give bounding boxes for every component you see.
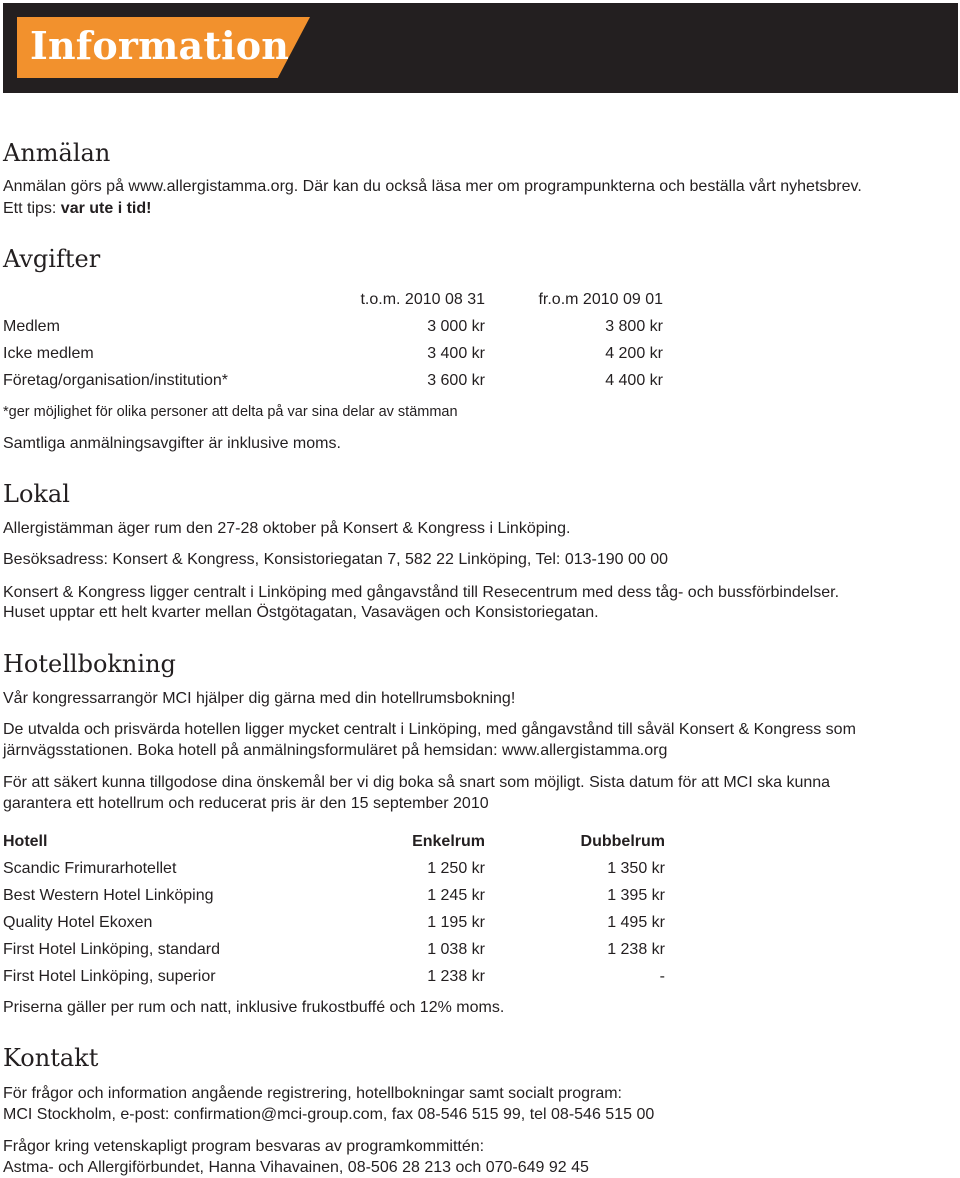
lokal-dates: Allergistämman äger rum den 27-28 oktober på Konsert & Kongress i Linköping. [3, 520, 571, 537]
hotel-header-name: Hotell [3, 833, 48, 850]
lokal-directions: Konsert & Kongress ligger centralt i Linköping med gångavstånd till Resecentrum med dess tåg- och bussförbindelser. [3, 584, 840, 601]
fee-label: Företag/organisation/institution* [3, 372, 229, 389]
hotel-double-price: 1 238 kr [607, 941, 665, 958]
hotel-name: First Hotel Linköping, superior [3, 968, 216, 985]
hotellbokning-heading: Hotellbokning [3, 650, 176, 678]
hotel-header-double: Dubbelrum [580, 833, 665, 850]
hotel-name: Quality Hotel Ekoxen [3, 914, 153, 931]
lokal-heading: Lokal [3, 480, 70, 508]
hotel-intro: Vår kongressarrangör MCI hjälper dig gärna med din hotellrumsbokning! [3, 690, 516, 707]
hotel-double-price: 1 395 kr [607, 887, 665, 904]
anmalan-heading: Anmälan [3, 139, 111, 167]
hotel-single-price: 1 245 kr [427, 887, 485, 904]
hotel-double-price: 1 350 kr [607, 860, 665, 877]
fee-header-early: t.o.m. 2010 08 31 [360, 291, 485, 308]
fee-footnote: *ger möjlighet för olika personer att delta på var sina delar av stämman [3, 404, 458, 420]
hotel-single-price: 1 238 kr [427, 968, 485, 985]
fee-late: 3 800 kr [605, 318, 663, 335]
hotel-name: Scandic Frimurarhotellet [3, 860, 177, 877]
fee-early: 3 400 kr [427, 345, 485, 362]
avgifter-heading: Avgifter [3, 245, 101, 273]
fee-late: 4 400 kr [605, 372, 663, 389]
hotel-double-price: - [659, 968, 665, 985]
lokal-address: Besöksadress: Konsert & Kongress, Konsistoriegatan 7, 582 22 Linköping, Tel: 013-190 00 00 [3, 551, 669, 568]
price-note: Priserna gäller per rum och natt, inklusive frukostbuffé och 12% moms. [3, 999, 505, 1016]
fee-early: 3 600 kr [427, 372, 485, 389]
tip-prefix: Ett tips: [3, 200, 61, 217]
tip-emphasis: var ute i tid! [60, 200, 152, 217]
moms-note: Samtliga anmälningsavgifter är inklusive moms. [3, 435, 341, 452]
kontakt-heading: Kontakt [3, 1044, 99, 1072]
hotel-single-price: 1 250 kr [427, 860, 485, 877]
hotel-single-price: 1 038 kr [427, 941, 485, 958]
hotel-info-2: järnvägsstationen. Boka hotell på anmälningsformuläret på hemsidan: www.allergistamma.org [3, 742, 668, 759]
hotel-name: First Hotel Linköping, standard [3, 941, 220, 958]
hotel-name: Best Western Hotel Linköping [3, 887, 214, 904]
kontakt-registration: För frågor och information angående registrering, hotellbokningar samt socialt program: [3, 1085, 622, 1102]
hotel-double-price: 1 495 kr [607, 914, 665, 931]
hotel-deadline: För att säkert kunna tillgodose dina önskemål ber vi dig boka så snart som möjligt. Sista datum för att MCI ska kunna [3, 774, 831, 791]
hotel-header-single: Enkelrum [412, 833, 485, 850]
hotel-single-price: 1 195 kr [427, 914, 485, 931]
fee-early: 3 000 kr [427, 318, 485, 335]
fee-label: Medlem [3, 318, 60, 335]
kontakt-astma: Astma- och Allergiförbundet, Hanna Vihavainen, 08-506 28 213 och 070-649 92 45 [3, 1159, 589, 1176]
kontakt-mci: MCI Stockholm, e-post: confirmation@mci-group.com, fax 08-546 515 99, tel 08-546 515 00 [3, 1106, 655, 1123]
hotel-info: De utvalda och prisvärda hotellen ligger mycket centralt i Linköping, med gångavstånd till såväl Konsert & Kongress som [3, 721, 856, 738]
fee-header-late: fr.o.m 2010 09 01 [538, 291, 663, 308]
kontakt-program: Frågor kring vetenskapligt program besvaras av programkommittén: [3, 1138, 485, 1155]
fee-label: Icke medlem [3, 345, 94, 362]
hotel-deadline-2: garantera ett hotellrum och reducerat pris är den 15 september 2010 [3, 795, 489, 812]
anmalan-text: Anmälan görs på www.allergistamma.org. Där kan du också läsa mer om programpunkterna och beställa vårt nyhetsbrev. [3, 178, 862, 195]
fee-late: 4 200 kr [605, 345, 663, 362]
page-title: Information [30, 23, 290, 68]
anmalan-tip [3, 198, 151, 219]
lokal-directions-2: Huset upptar ett helt kvarter mellan Östgötagatan, Vasavägen och Konsistoriegatan. [3, 604, 599, 621]
